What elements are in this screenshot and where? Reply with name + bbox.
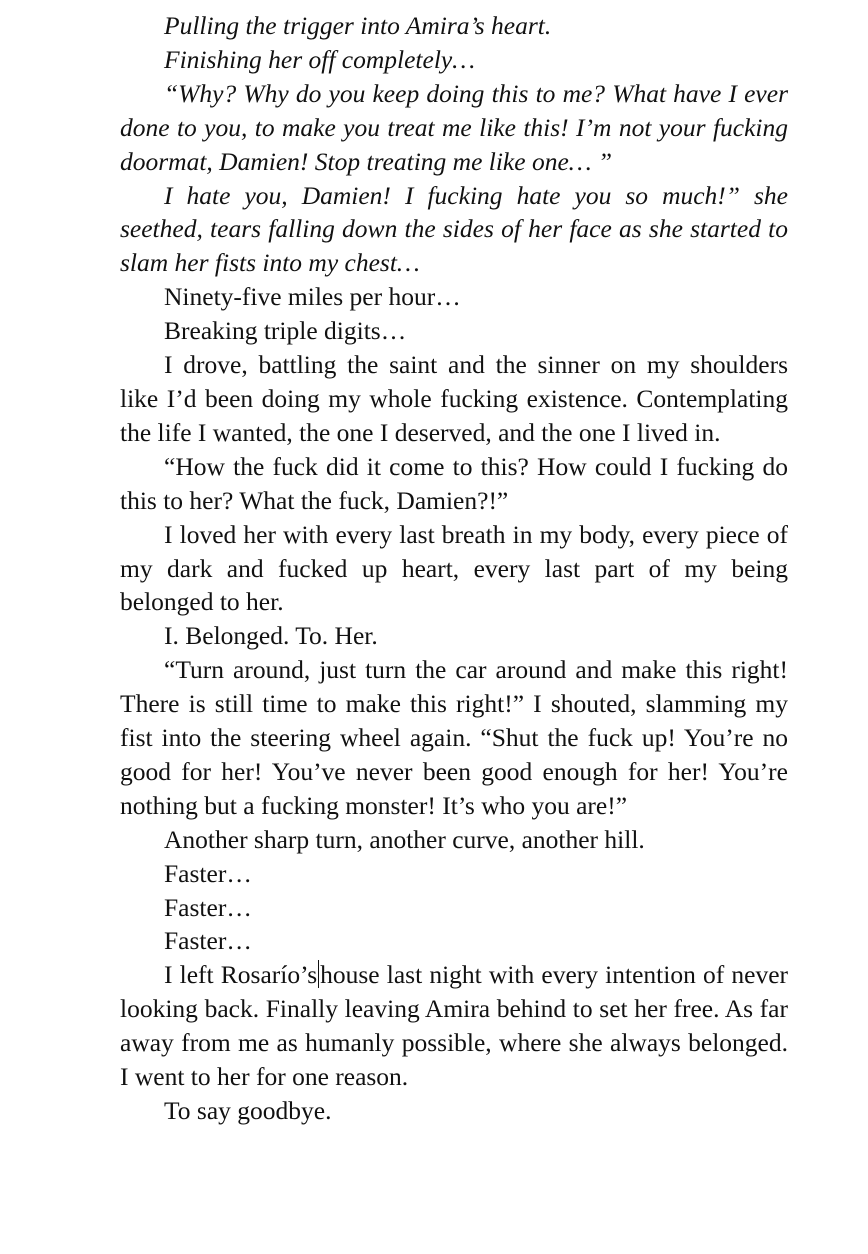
paragraph-5: Ninety-five miles per hour… xyxy=(164,282,461,312)
paragraph-15: Faster… xyxy=(164,926,252,956)
paragraph-3: “Why? Why do you keep doing this to me? What have I ever done to you, to make you treat me like this! I’m not your fucking doormat, Damien! Stop treating me like one… ” xyxy=(120,78,788,176)
paragraph-8: “How the fuck did it come to this? How could I fucking do this to her? What the fuck, Damien?!” xyxy=(120,451,788,515)
paragraph-10: I. Belonged. To. Her. xyxy=(164,621,378,651)
paragraph-7: I drove, battling the saint and the sinner on my shoulders like I’d been doing my whole fucking existence. Contemplating the life I wanted, the one I deserved, and the one I lived in. xyxy=(120,350,788,447)
document-page xyxy=(120,9,788,1128)
paragraph-6: Breaking triple digits… xyxy=(164,316,407,346)
paragraph-12: Another sharp turn, another curve, another hill. xyxy=(164,824,645,854)
paragraph-16[interactable] xyxy=(120,958,788,1094)
paragraph-2: Finishing her off completely… xyxy=(164,44,475,74)
paragraph-14: Faster… xyxy=(164,892,252,922)
paragraph-13: Faster… xyxy=(164,858,252,888)
text-before-cursor: I left Rosarío’s xyxy=(164,960,318,990)
text-cursor xyxy=(318,960,319,988)
paragraph-11: “Turn around, just turn the car around and make this right! There is still time to make this right!” I shouted, slamming my fist into the steering wheel again. “Shut the fuck up! You’re no good for her! You’ve never been good enough for her! You’re nothing but a fucking monster! It’s who you are!” xyxy=(120,655,788,820)
paragraph-4: I hate you, Damien! I fucking hate you so much!” she seethed, tears falling down the sides of her face as she started to slam her fists into my chest… xyxy=(120,180,788,278)
paragraph-1: Pulling the trigger into Amira’s heart. xyxy=(164,11,552,40)
paragraph-9: I loved her with every last breath in my body, every piece of my dark and fucked up heart, every last part of my being belonged to her. xyxy=(120,519,788,617)
paragraph-17: To say goodbye. xyxy=(164,1096,332,1125)
text-after-cursor: house last night with every intention of never looking back. Finally leaving Amira behind to set her free. As far away from me as humanly possible, where she always belonged. I went to her for one reason. xyxy=(120,960,789,1092)
